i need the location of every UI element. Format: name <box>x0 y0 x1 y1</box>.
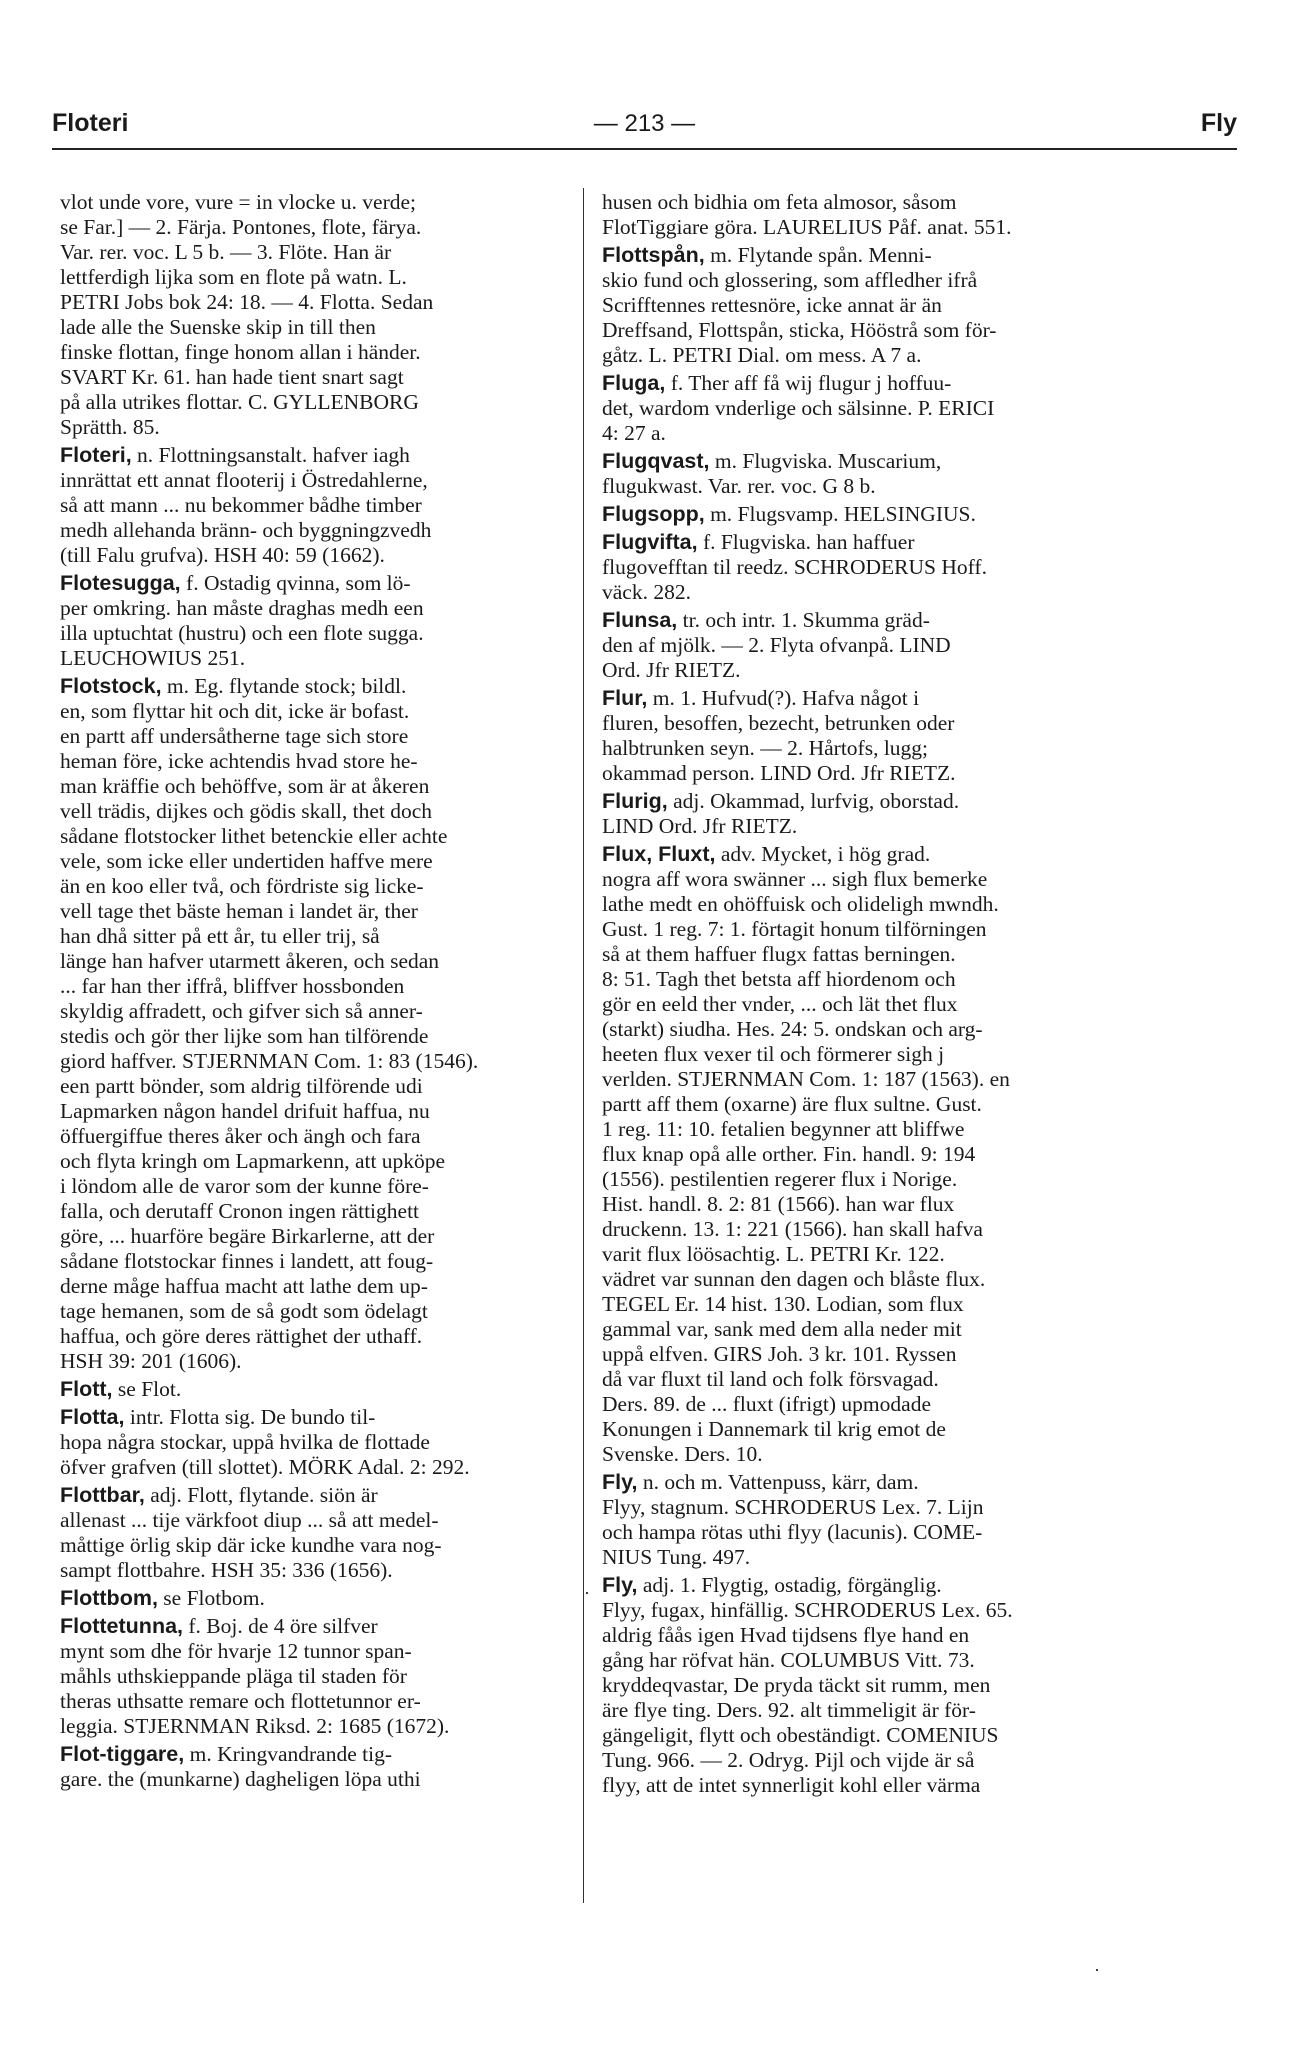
text-line: een partt bönder, som aldrig tilförende udi <box>60 1074 423 1098</box>
text-line: Ders. 89. de ... fluxt (ifrigt) upmodade <box>602 1392 931 1416</box>
text-line: varit flux löösachtig. L. PETRI Kr. 122. <box>602 1242 945 1266</box>
text-line: skyldig affradett, och gifver sich så anner- <box>60 999 423 1023</box>
text-line: okammad person. LIND Ord. Jfr RIETZ. <box>602 761 956 785</box>
text-line: theras uthsatte remare och flottetunnor er- <box>60 1689 421 1713</box>
right-column <box>602 190 1124 1798</box>
text-line: heeten flux vexer til och förmerer sigh j <box>602 1042 945 1066</box>
text-line: flugukwast. Var. rer. voc. G 8 b. <box>602 474 876 498</box>
entry-text: n. och m. Vattenpuss, kärr, dam. <box>637 1470 919 1494</box>
text-line: giord haffver. STJERNMAN Com. 1: 83 (1546). <box>60 1049 479 1073</box>
entry-text: adj. Okammad, lurfvig, oborstad. <box>667 789 960 813</box>
text-line: fluren, besoffen, bezecht, betrunken oder <box>602 711 955 735</box>
text-line <box>602 371 1124 396</box>
text-line: han dhå sitter på ett år, tu eller trij, så <box>60 924 380 948</box>
text-line: man kräffie och behöffve, som är at åkeren <box>60 774 430 798</box>
text-line: Hist. handl. 8. 2: 81 (1566). han war flux <box>602 1192 955 1216</box>
entry-headword: Flugvifta, <box>602 530 698 554</box>
entry-headword: Flottspån, <box>602 243 705 267</box>
entry-text: adj. 1. Flygtig, ostadig, förgänglig. <box>637 1573 942 1597</box>
text-line: Flyy, stagnum. SCHRODERUS Lex. 7. Lijn <box>602 1495 984 1519</box>
text-line: illa uptuchtat (hustru) och een flote sugga. <box>60 621 424 645</box>
text-line: en, som flyttar hit och dit, icke är bofast. <box>60 699 410 723</box>
text-line: lade alle the Suenske skip in till then <box>60 315 376 339</box>
text-line: och hampa rötas uthi flyy (lacunis). COME- <box>602 1520 983 1544</box>
text-line <box>602 1573 1124 1598</box>
entry-headword: Fly, <box>602 1573 638 1597</box>
text-line: sådane flotstockar finnes i landett, att foug- <box>60 1249 434 1273</box>
text-line: partt aff them (oxarne) äre flux sultne. Gust. <box>602 1092 982 1116</box>
text-line: gammal var, sank med dem alla neder mit <box>602 1317 962 1341</box>
text-line: uppå elfven. GIRS Joh. 3 kr. 101. Ryssen <box>602 1342 957 1366</box>
text-line: 1 reg. 11: 10. fetalien begynner att bliffwe <box>602 1117 965 1141</box>
entry-text: adv. Mycket, i hög grad. <box>715 842 931 866</box>
entry-headword: Flugqvast, <box>602 449 710 473</box>
entry-text: m. Flugviska. Muscarium, <box>709 449 942 473</box>
entry-text: m. 1. Hufvud(?). Hafva något i <box>647 686 920 710</box>
text-line: (1556). pestilentien regerer flux i Norige. <box>602 1167 958 1191</box>
entry-text: f. Ther aff få wij flugur j hoffuu- <box>665 371 952 395</box>
text-line <box>602 686 1124 711</box>
text-line: vädret var sunnan den dagen och blåste flux. <box>602 1267 986 1291</box>
entry-headword: Flot-tiggare, <box>60 1742 185 1766</box>
text-line: HSH 39: 201 (1606). <box>60 1349 242 1373</box>
text-line: den af mjölk. — 2. Flyta ofvanpå. LIND <box>602 633 951 657</box>
text-line: Scrifftennes rettesnöre, icke annat är än <box>602 293 942 317</box>
text-line: vele, som icke eller undertiden haffve mere <box>60 849 433 873</box>
text-line: heman före, icke achtendis hvad store he- <box>60 749 418 773</box>
text-line: allenast ... tije värkfoot diup ... så att medel- <box>60 1508 439 1532</box>
text-line: kryddeqvastar, De pryda täckt sit rumm, men <box>602 1673 991 1697</box>
text-line: gång har röfvat hän. COLUMBUS Vitt. 73. <box>602 1648 975 1672</box>
left-column <box>60 190 582 1792</box>
text-line: vell tage thet bäste heman i landet är, ther <box>60 899 418 923</box>
text-line: finske flottan, finge honom allan i händer. <box>60 340 421 364</box>
text-line: derne måge haffua macht att lathe dem up- <box>60 1274 428 1298</box>
text-line: SVART Kr. 61. han hade tient snart sagt <box>60 365 404 389</box>
text-line: göre, ... huarföre begäre Birkarlerne, att der <box>60 1224 435 1248</box>
text-line: Konungen i Dannemark til krig emot de <box>602 1417 946 1441</box>
text-line <box>602 449 1124 474</box>
entry-headword: Flotta, <box>60 1405 125 1429</box>
text-line: Tung. 966. — 2. Odryg. Pijl och vijde är så <box>602 1748 975 1772</box>
text-line: öffuergiffue theres åker och ängh och fara <box>60 1124 421 1148</box>
text-line: halbtrunken seyn. — 2. Hårtofs, lugg; <box>602 736 929 760</box>
text-line <box>60 1377 582 1402</box>
text-line <box>60 1742 582 1767</box>
text-line: innrättat ett annat flooterij i Östredahlerne, <box>60 468 428 492</box>
text-line <box>60 1483 582 1508</box>
text-line: gare. the (munkarne) dagheligen löpa uthi <box>60 1767 421 1791</box>
text-line: gör en eeld ther vnder, ... och lät thet flux <box>602 992 958 1016</box>
entry-text: se Flot. <box>112 1377 182 1401</box>
text-line: LEUCHOWIUS 251. <box>60 646 246 670</box>
text-line: lathe medt en ohöffuisk och olideligh mwndh. <box>602 892 999 916</box>
entry-text: f. Flugviska. han haffuer <box>697 530 915 554</box>
entry-headword: Fly, <box>602 1470 638 1494</box>
text-line: tage hemanen, som de så godt som ödelagt <box>60 1299 428 1323</box>
text-line: nogra aff wora swänner ... sigh flux bemerke <box>602 867 988 891</box>
header-right-catchword: Fly <box>1200 109 1237 137</box>
text-line: (till Falu grufva). HSH 40: 59 (1662). <box>60 543 385 567</box>
entry-text: n. Flottningsanstalt. hafver iagh <box>131 443 410 467</box>
text-line <box>602 842 1124 867</box>
text-line: skio fund och glossering, som affledher ifrå <box>602 268 978 292</box>
text-line: ... far han ther iffrå, bliffver hossbonden <box>60 974 405 998</box>
text-line: väck. 282. <box>602 580 691 604</box>
page-number: — 213 — <box>593 110 696 137</box>
text-line: TEGEL Er. 14 hist. 130. Lodian, som flux <box>602 1292 964 1316</box>
text-line <box>60 571 582 596</box>
text-line: så att mann ... nu bekommer bådhe timber <box>60 493 422 517</box>
entry-headword: Flottetunna, <box>60 1614 184 1638</box>
text-line: måhls uthskieppande pläga til staden för <box>60 1664 407 1688</box>
text-line: länge han hafver utarmett åkeren, och sedan <box>60 949 440 973</box>
entry-headword: Flotstock, <box>60 674 162 698</box>
text-line: NIUS Tung. 497. <box>602 1545 751 1569</box>
text-line: Svenske. Ders. 10. <box>602 1442 763 1466</box>
entry-headword: Flur, <box>602 686 648 710</box>
text-line: (starkt) siudha. Hes. 24: 5. ondskan och arg- <box>602 1017 983 1041</box>
running-header <box>52 108 1237 150</box>
entry-headword: Flotesugga, <box>60 571 181 595</box>
text-line: se Far.] — 2. Färja. Pontones, flote, färya. <box>60 215 422 239</box>
text-line: då var fluxt til land och folk försvagad. <box>602 1367 939 1391</box>
text-line: Dreffsand, Flottspån, sticka, Hööstrå som för- <box>602 318 997 342</box>
text-line: Lapmarken någon handel drifuit haffua, nu <box>60 1099 430 1123</box>
text-line: gåtz. L. PETRI Dial. om mess. A 7 a. <box>602 343 922 367</box>
text-line <box>602 608 1124 633</box>
text-line: stedis och gör ther lijke som han tilförende <box>60 1024 429 1048</box>
text-line: lettferdigh lijka som en flote på watn. L. <box>60 265 407 289</box>
text-line: Sprätth. 85. <box>60 415 160 439</box>
text-line: på alla utrikes flottar. C. GYLLENBORG <box>60 390 419 414</box>
text-line: LIND Ord. Jfr RIETZ. <box>602 814 798 838</box>
entry-text: m. Eg. flytande stock; bildl. <box>161 674 407 698</box>
text-line <box>60 443 582 468</box>
text-line <box>602 502 1124 527</box>
column-divider <box>583 188 584 1903</box>
entry-headword: Flunsa, <box>602 608 678 632</box>
entry-headword: Flott, <box>60 1377 113 1401</box>
text-line: en partt aff undersåtherne tage sich store <box>60 724 409 748</box>
header-left-catchword: Floteri <box>52 109 129 137</box>
text-line: aldrig fåås igen Hvad tijdsens flye hand en <box>602 1623 970 1647</box>
text-line: än en koo eller två, och fördriste sig licke- <box>60 874 424 898</box>
text-line: gängeligit, flytt och obeständigt. COMENIUS <box>602 1723 999 1747</box>
text-line: falla, och derutaff Cronon ingen rättighett <box>60 1199 420 1223</box>
text-line <box>60 674 582 699</box>
entry-text: adj. Flott, flytande. siön är <box>144 1483 378 1507</box>
margin-mark: · <box>584 1583 590 1603</box>
text-line: öfver grafven (till slottet). MÖRK Adal. 2: 292. <box>60 1455 470 1479</box>
margin-mark: · <box>1094 1960 1100 1980</box>
text-line: Gust. 1 reg. 7: 1. förtagit honum tilförningen <box>602 917 987 941</box>
entry-text: f. Ostadig qvinna, som lö- <box>180 571 411 595</box>
entry-text: m. Flugsvamp. HELSINGIUS. <box>704 502 976 526</box>
text-line: husen och bidhia om feta almosor, såsom <box>602 190 957 214</box>
text-line: äre flye ting. Ders. 92. alt timmeligit är för- <box>602 1698 976 1722</box>
entry-headword: Flottbar, <box>60 1483 145 1507</box>
entry-headword: Fluga, <box>602 371 666 395</box>
text-line: Ord. Jfr RIETZ. <box>602 658 741 682</box>
text-line: per omkring. han måste draghas medh een <box>60 596 424 620</box>
text-line: vell trädis, dijkes och gödis skall, thet doch <box>60 799 433 823</box>
text-line: sampt flottbahre. HSH 35: 336 (1656). <box>60 1558 393 1582</box>
text-line <box>602 243 1124 268</box>
entry-headword: Floteri, <box>60 443 132 467</box>
text-line: hopa några stockar, uppå hvilka de flottade <box>60 1430 430 1454</box>
entry-headword: Flugsopp, <box>602 502 705 526</box>
text-line: Flyy, fugax, hinfällig. SCHRODERUS Lex. 65. <box>602 1598 1013 1622</box>
text-line: så at them haffuer flugx fattas berningen. <box>602 942 956 966</box>
text-line: måttige örlig skip där icke kundhe vara nog- <box>60 1533 442 1557</box>
text-line: det, wardom vnderlige och sälsinne. P. ERICI <box>602 396 995 420</box>
text-line: haffua, och göre deres rättighet der uthaff. <box>60 1324 423 1348</box>
text-line: druckenn. 13. 1: 221 (1566). han skall hafva <box>602 1217 983 1241</box>
entry-text: f. Boj. de 4 öre silfver <box>183 1614 378 1638</box>
text-line <box>602 789 1124 814</box>
entry-text: tr. och intr. 1. Skumma gräd- <box>677 608 930 632</box>
text-line: och flyta kringh om Lapmarkenn, att upköpe <box>60 1149 446 1173</box>
text-line <box>60 1614 582 1639</box>
text-line <box>602 1470 1124 1495</box>
text-line: 8: 51. Tagh thet betsta aff hiordenom och <box>602 967 956 991</box>
text-line: mynt som dhe för hvarje 12 tunnor span- <box>60 1639 412 1663</box>
text-line: i löndom alle de varor som der kunne före- <box>60 1174 429 1198</box>
text-line <box>60 1586 582 1611</box>
text-line <box>60 1405 582 1430</box>
text-line: verlden. STJERNMAN Com. 1: 187 (1563). en <box>602 1067 1010 1091</box>
text-line: 4: 27 a. <box>602 421 666 445</box>
text-line <box>602 530 1124 555</box>
text-line: PETRI Jobs bok 24: 18. — 4. Flotta. Sedan <box>60 290 434 314</box>
entry-text: m. Flytande spån. Menni- <box>704 243 932 267</box>
text-line: flugovefftan til reedz. SCHRODERUS Hoff. <box>602 555 987 579</box>
entry-text: se Flotbom. <box>157 1586 265 1610</box>
text-line: FlotTiggiare göra. LAURELIUS Påf. anat. 551. <box>602 215 1012 239</box>
text-line: flux knap opå alle orther. Fin. handl. 9: 194 <box>602 1142 976 1166</box>
text-line: leggia. STJERNMAN Riksd. 2: 1685 (1672). <box>60 1714 450 1738</box>
text-line: vlot unde vore, vure = in vlocke u. verde; <box>60 190 417 214</box>
entry-text: intr. Flotta sig. De bundo til- <box>124 1405 376 1429</box>
entry-headword: Flurig, <box>602 789 668 813</box>
text-line: sådane flotstocker lithet betenckie eller achte <box>60 824 448 848</box>
text-line: medh allehanda bränn- och byggningzvedh <box>60 518 432 542</box>
text-line: Var. rer. voc. L 5 b. — 3. Flöte. Han är <box>60 240 392 264</box>
entry-headword: Flottbom, <box>60 1586 158 1610</box>
entry-headword: Flux, Fluxt, <box>602 842 716 866</box>
text-line: flyy, att de intet synnerligit kohl eller värma <box>602 1773 981 1797</box>
entry-text: m. Kringvandrande tig- <box>184 1742 392 1766</box>
